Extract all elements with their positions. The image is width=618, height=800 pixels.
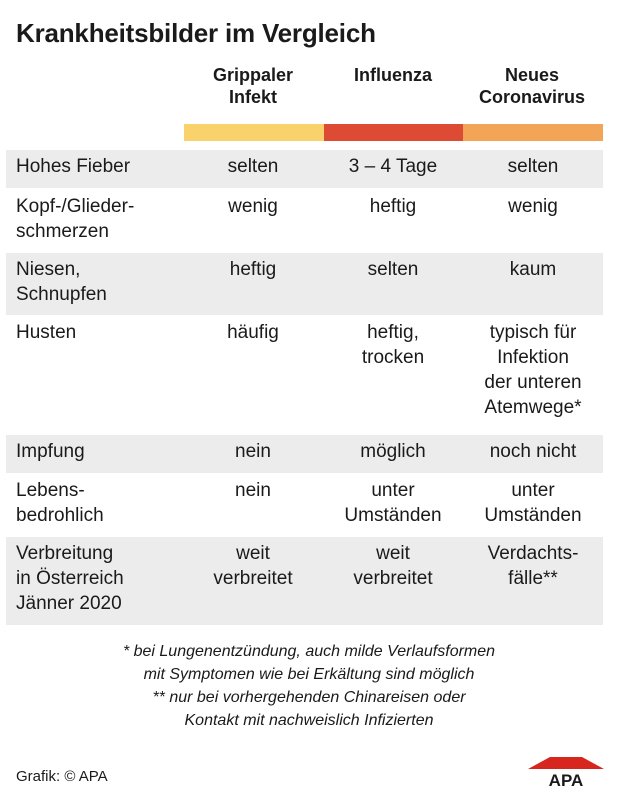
footnote-line: Kontakt mit nachweislich Infizierten <box>184 712 434 729</box>
column-header-influenza: Influenza <box>353 65 432 85</box>
cell-coronavirus: Verdachts- fälle** <box>487 543 579 589</box>
row-label: Lebens- bedrohlich <box>16 480 104 526</box>
cell-grippaler-infekt: heftig <box>229 259 277 280</box>
table-row-verbreitung <box>6 537 603 625</box>
cell-grippaler-infekt: häufig <box>227 322 279 343</box>
color-bar-coronavirus <box>463 124 603 141</box>
row-label: Verbreitung in Österreich Jänner 2020 <box>16 543 124 614</box>
cell-coronavirus: typisch für Infektion der unteren Atemwege* <box>484 322 582 418</box>
cell-grippaler-infekt: nein <box>235 441 271 462</box>
cell-coronavirus: selten <box>507 156 559 177</box>
row-label: Impfung <box>16 441 85 462</box>
page-title: Krankheitsbilder im Vergleich <box>16 18 376 48</box>
cell-grippaler-infekt: selten <box>227 156 279 177</box>
cell-coronavirus: kaum <box>509 259 557 280</box>
row-label: Husten <box>16 322 77 343</box>
cell-grippaler-infekt: weit verbreitet <box>213 543 293 589</box>
apa-logo-text: APA <box>548 771 584 787</box>
footnotes <box>0 640 618 732</box>
row-label: Hohes Fieber <box>16 156 131 177</box>
cell-coronavirus: wenig <box>508 196 558 217</box>
table-row-hohes-fieber <box>6 150 603 188</box>
cell-influenza: 3 – 4 Tage <box>348 156 438 177</box>
cell-influenza: selten <box>367 259 419 280</box>
cell-coronavirus: unter Umständen <box>484 480 582 526</box>
cell-influenza: möglich <box>360 441 426 462</box>
table-row-impfung <box>6 435 603 473</box>
cell-grippaler-infekt: nein <box>235 480 271 501</box>
credit-text: Grafik: © APA <box>16 768 108 785</box>
cell-influenza: heftig, trocken <box>361 322 425 368</box>
footnote-line: mit Symptomen wie bei Erkältung sind möglich <box>143 666 475 683</box>
table-row-lebensbedrohlich <box>6 474 603 536</box>
column-header-coronavirus: Neues Coronavirus <box>478 65 586 107</box>
row-label: Kopf-/Glieder- schmerzen <box>16 196 135 242</box>
footnote-line: ** nur bei vorhergehenden Chinareisen oder <box>152 689 466 706</box>
table-row-niesen-schnupfen <box>6 253 603 315</box>
color-bar-influenza <box>324 124 463 141</box>
apa-logo <box>528 757 604 787</box>
cell-influenza: heftig <box>369 196 417 217</box>
footnote-line: * bei Lungenentzündung, auch milde Verlaufsformen <box>122 643 496 660</box>
cell-grippaler-infekt: wenig <box>228 196 278 217</box>
row-label: Niesen, Schnupfen <box>16 259 107 305</box>
cell-influenza: unter Umständen <box>344 480 442 526</box>
table-row-husten <box>6 316 603 434</box>
color-bar-grippaler-infekt <box>184 124 324 141</box>
cell-influenza: weit verbreitet <box>353 543 433 589</box>
cell-coronavirus: noch nicht <box>489 441 577 462</box>
table-row-kopf-gliederschmerzen <box>6 190 603 252</box>
column-header-grippaler-infekt: Grippaler Infekt <box>212 65 294 107</box>
